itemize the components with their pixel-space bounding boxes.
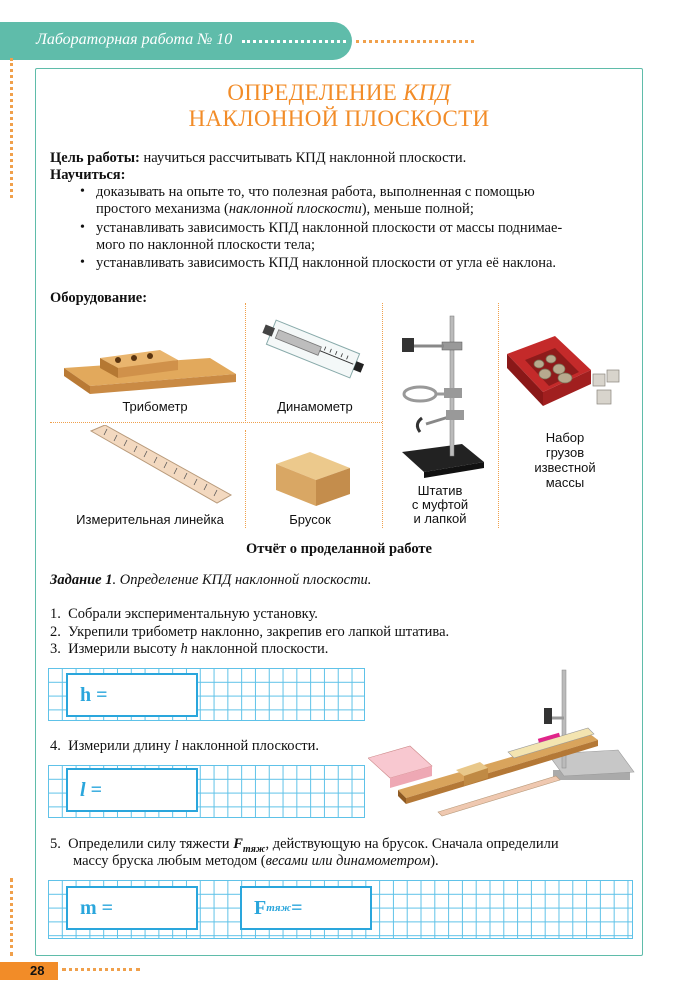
header-dots bbox=[242, 40, 346, 43]
learn-item-2-line1: устанавливать зависимость КПД наклонной плоскости от массы поднимае- bbox=[96, 220, 563, 236]
page-title-line1: ОПРЕДЕЛЕНИЕ КПД bbox=[227, 80, 451, 105]
dynamometer-image bbox=[258, 306, 368, 392]
page-title-line2: НАКЛОННОЙ ПЛОСКОСТИ bbox=[188, 106, 490, 131]
step-1: 1. Собрали экспериментальную установку. bbox=[50, 606, 318, 622]
bullet: • bbox=[80, 255, 85, 270]
divider bbox=[498, 303, 499, 528]
f-answer-box[interactable]: F тяж = bbox=[240, 886, 372, 930]
step-3: 3. Измерили высоту h наклонной плоскости. bbox=[50, 641, 329, 657]
weights-image bbox=[505, 330, 627, 420]
lab-title: Лабораторная работа № 10 bbox=[36, 31, 233, 48]
report-title: Отчёт о проделанной работе bbox=[246, 541, 432, 557]
m-answer-box[interactable]: m = bbox=[66, 886, 198, 930]
footer-dots bbox=[62, 968, 140, 971]
goal: Цель работы: научиться рассчитывать КПД наклонной плоскости. bbox=[50, 150, 467, 166]
tribometer-caption: Трибометр bbox=[122, 399, 188, 414]
tribometer-image bbox=[60, 330, 240, 395]
block-image bbox=[270, 450, 355, 510]
learn-item-2-line2: мого по наклонной плоскости тела; bbox=[96, 237, 315, 253]
page-number-bar bbox=[0, 962, 58, 980]
step-5-line2: массу бруска любым методом (весами или динамометром). bbox=[73, 853, 439, 869]
dynamometer-caption: Динамометр bbox=[277, 399, 353, 414]
margin-dots-top bbox=[10, 58, 13, 198]
block-caption: Брусок bbox=[289, 512, 331, 527]
ruler-image bbox=[85, 425, 235, 510]
learn-item-3: устанавливать зависимость КПД наклонной плоскости от угла её наклона. bbox=[96, 255, 557, 271]
step-5-line1: 5. Определили силу тяжести $F_{тяж}$, действующую на брусок. Сначала определили bbox=[50, 836, 559, 855]
ruler-caption: Измерительная линейка bbox=[76, 512, 224, 527]
learn-item-1-line1: доказывать на опыте то, что полезная работа, выполненная с помощью bbox=[96, 184, 535, 200]
step-2: 2. Укрепили трибометр наклонно, закрепив его лапкой штатива. bbox=[50, 624, 450, 640]
equipment-label: Оборудование: bbox=[50, 290, 148, 306]
margin-dots-bottom bbox=[10, 878, 13, 956]
bullet: • bbox=[80, 220, 85, 235]
step-4: 4. Измерили длину l наклонной плоскости. bbox=[50, 738, 320, 754]
divider bbox=[50, 422, 382, 423]
divider bbox=[382, 303, 383, 528]
learn-item-1-line2: простого механизма (наклонной плоскости), меньше полной; bbox=[96, 201, 474, 217]
divider bbox=[245, 303, 246, 423]
h-answer-box[interactable]: h = bbox=[66, 673, 198, 717]
apparatus-image bbox=[368, 662, 636, 824]
bullet: • bbox=[80, 184, 85, 199]
header-dots-orange bbox=[356, 40, 474, 43]
stand-caption: Штатив с муфтой и лапкой bbox=[411, 483, 469, 526]
learn-label: Научиться: bbox=[50, 167, 126, 183]
weights-caption: Набор грузов известной массы bbox=[534, 430, 596, 490]
divider bbox=[245, 430, 246, 528]
l-answer-box[interactable]: l = bbox=[66, 768, 198, 812]
page-number: 28 bbox=[30, 963, 45, 978]
task-1: Задание 1. Определение КПД наклонной плоскости. bbox=[50, 572, 372, 588]
stand-image bbox=[392, 312, 492, 480]
